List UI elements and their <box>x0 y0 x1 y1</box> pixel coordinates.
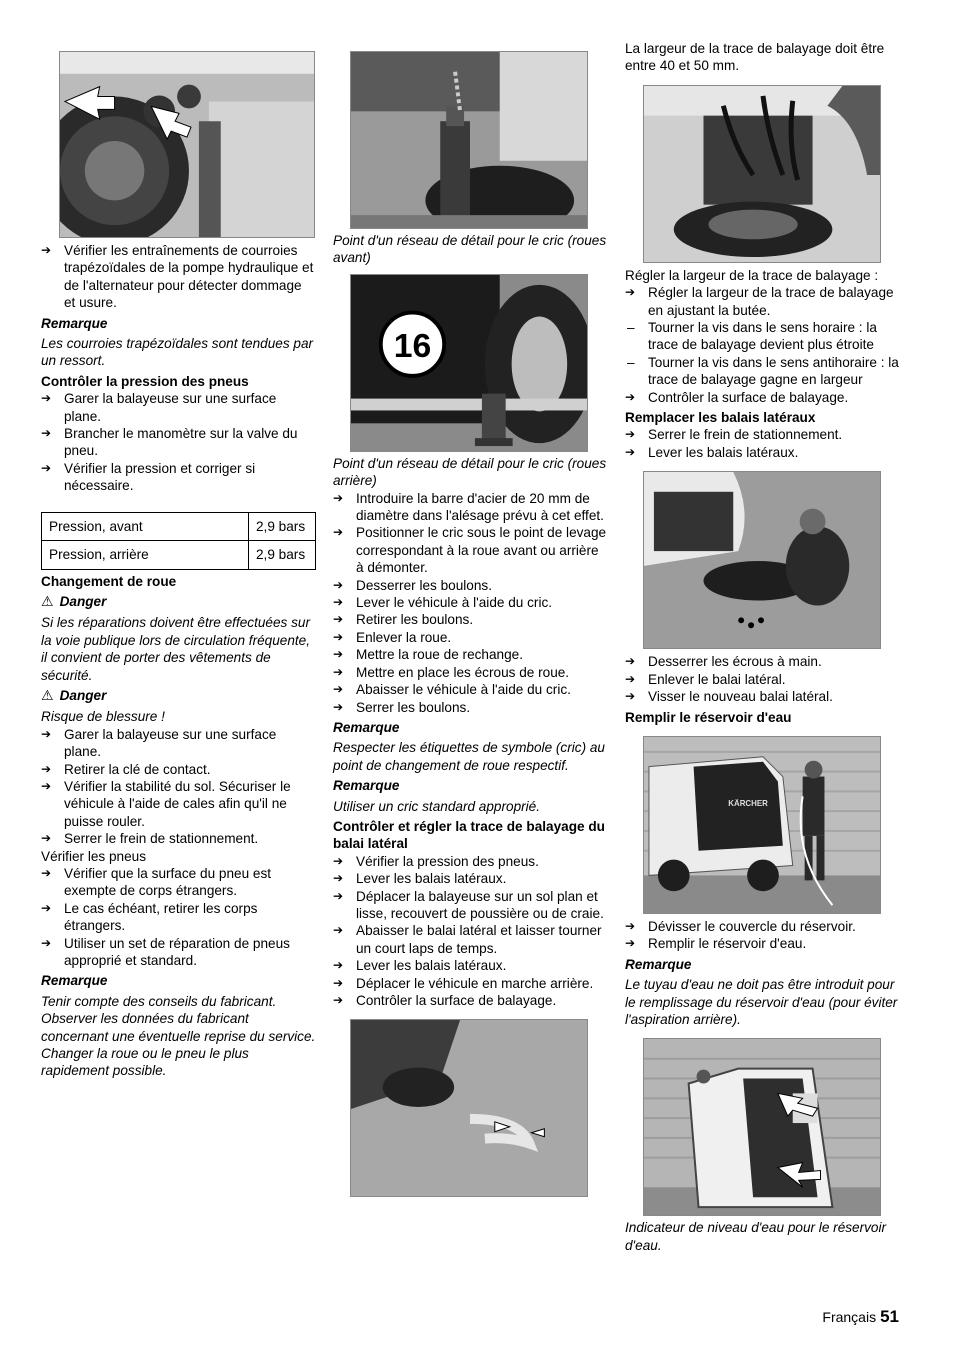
jack-rear-photo <box>350 274 588 452</box>
list-item: ➔ Enlever le balai latéral. <box>625 671 901 688</box>
belt-drive-photo <box>59 51 315 238</box>
remark-text: Utiliser un cric standard approprié. <box>333 798 541 814</box>
column-middle <box>333 40 609 1197</box>
remark-text: Respecter les étiquettes de symbole (cric) au point de changement de roue respectif. <box>333 740 605 773</box>
list-item: ➔ Lever le véhicule à l'aide du cric. <box>333 594 609 611</box>
list-item: ➔ Vérifier les entraînements de courroies trapézoïdales de la pompe hydraulique et de l'alternateur pour détecter dommage et usure. <box>41 242 316 312</box>
remark-heading: Remarque <box>333 719 400 735</box>
jack-front-photo <box>350 51 588 229</box>
danger-text: Risque de blessure ! <box>41 709 165 725</box>
photo-caption: Indicateur de niveau d'eau pour le réservoir d'eau. <box>625 1220 887 1253</box>
table-cell: Pression, avant <box>42 512 249 540</box>
list-item: ➔ Retirer la clé de contact. <box>41 761 316 778</box>
section-heading: Changement de roue <box>41 573 177 589</box>
table-cell: Pression, arrière <box>42 541 249 569</box>
list-item: ➔ Desserrer les boulons. <box>333 577 609 594</box>
list-item: ➔ Positionner le cric sous le point de levage correspondant à la roue avant ou arrière à démonter. <box>333 524 609 576</box>
column-left <box>41 40 316 1080</box>
list-item: ➔ Lever les balais latéraux. <box>333 957 609 974</box>
list-item: ➔ Le cas échéant, retirer les corps étrangers. <box>41 900 316 935</box>
danger-heading: ⚠ Danger <box>41 687 107 704</box>
list-item: ➔ Vérifier la pression des pneus. <box>333 853 609 870</box>
remark-heading: Remarque <box>41 315 108 331</box>
brand-text: KÄRCHER <box>728 799 768 809</box>
list-item: ➔ Serrer le frein de stationnement. <box>41 830 316 847</box>
list-item: ➔ Abaisser le balai latéral et laisser tourner un court laps de temps. <box>333 922 609 957</box>
water-level-photo <box>643 1038 881 1216</box>
list-item: ➔ Déplacer la balayeuse sur un sol plan et lisse, recouvert de poussière ou de craie. <box>333 888 609 923</box>
list-item: ➔ Régler la largeur de la trace de balayage en ajustant la butée. <box>625 284 901 319</box>
danger-heading: ⚠ Danger <box>41 593 107 610</box>
table-cell: 2,9 bars <box>249 541 316 569</box>
list-item: ➔ Garer la balayeuse sur une surface plane. <box>41 726 316 761</box>
remark-heading: Remarque <box>41 973 108 989</box>
brush-replace-photo <box>643 471 881 649</box>
column-right <box>625 40 901 1254</box>
list-item: ➔ Vérifier la stabilité du sol. Sécuriser le véhicule à l'aide de cales afin qu'il ne puisse rouler. <box>41 778 316 830</box>
table-cell: 2,9 bars <box>249 512 316 540</box>
page-footer <box>822 1308 899 1326</box>
dash-item: – Tourner la vis dans le sens horaire : la trace de balayage devient plus étroite <box>625 319 901 354</box>
photo-caption: Point d'un réseau de détail pour le cric (roues arrière) <box>333 455 607 489</box>
trace-adjust-photo <box>643 85 881 263</box>
list-item: ➔ Retirer les boulons. <box>333 611 609 628</box>
list-item: ➔ Mettre la roue de rechange. <box>333 646 609 663</box>
footer-language: Français <box>822 1309 877 1325</box>
list-item: ➔ Serrer les boulons. <box>333 699 609 716</box>
remark-heading: Remarque <box>625 956 692 972</box>
sweep-trace-photo <box>350 1019 588 1197</box>
remark-text: Tenir compte des conseils du fabricant. Observer les données du fabricant concernant une éventuelle reprise du service. Changer la roue ou le pneu le plus rapidement possible. <box>41 993 316 1079</box>
intro-text: La largeur de la trace de balayage doit être entre 40 et 50 mm. <box>625 41 885 74</box>
page-number: 51 <box>880 1307 899 1326</box>
warning-icon: ⚠ <box>41 687 54 704</box>
remark-text: Les courroies trapézoïdales sont tendues par un ressort. <box>41 336 314 369</box>
list-item: ➔ Déplacer le véhicule en marche arrière. <box>333 975 609 992</box>
section-heading: Remplacer les balais latéraux <box>625 410 816 426</box>
list-item: ➔ Vérifier que la surface du pneu est exempte de corps étrangers. <box>41 865 316 900</box>
photo-caption: Point d'un réseau de détail pour le cric (roues avant) <box>333 233 607 266</box>
section-heading: Contrôler la pression des pneus <box>41 373 249 389</box>
dash-item: – Tourner la vis dans le sens antihoraire : la trace de balayage gagne en largeur <box>625 354 901 389</box>
list-item: ➔ Mettre en place les écrous de roue. <box>333 664 609 681</box>
list-item: ➔ Serrer le frein de stationnement. <box>625 426 901 443</box>
list-item: ➔ Abaisser le véhicule à l'aide du cric. <box>333 681 609 698</box>
list-item: ➔ Contrôler la surface de balayage. <box>333 992 609 1009</box>
list-item: ➔ Garer la balayeuse sur une surface plane. <box>41 390 316 425</box>
sub-label: Régler la largeur de la trace de balayage : <box>625 267 879 283</box>
sign-number: 16 <box>393 327 432 365</box>
list-item: ➔ Dévisser le couvercle du réservoir. <box>625 918 901 935</box>
danger-text: Si les réparations doivent être effectuées sur la voie publique lors de circulation fréquente, il convient de porter des vêtements de sécurité. <box>41 615 311 683</box>
list-item: ➔ Vérifier la pression et corriger si nécessaire. <box>41 460 316 495</box>
sub-label: Vérifier les pneus <box>41 848 147 864</box>
list-item: ➔ Brancher le manomètre sur la valve du pneu. <box>41 425 316 460</box>
section-heading: Remplir le réservoir d'eau <box>625 709 792 725</box>
list-item: ➔ Enlever la roue. <box>333 629 609 646</box>
table-row <box>42 512 316 540</box>
list-item: ➔ Visser le nouveau balai latéral. <box>625 688 901 705</box>
warning-icon: ⚠ <box>41 593 54 610</box>
list-item: ➔ Remplir le réservoir d'eau. <box>625 935 901 952</box>
remark-text: Le tuyau d'eau ne doit pas être introduit pour le remplissage du réservoir d'eau (pour éviter l'aspiration arrière). <box>625 977 898 1027</box>
remark-heading: Remarque <box>333 778 400 794</box>
pressure-table <box>41 512 316 570</box>
list-item: ➔ Introduire la barre d'acier de 20 mm de diamètre dans l'alésage prévu à cet effet. <box>333 490 609 525</box>
table-row <box>42 541 316 569</box>
list-item: ➔ Lever les balais latéraux. <box>625 444 901 461</box>
section-heading: Contrôler et régler la trace de balayage du balai latéral <box>333 818 605 852</box>
list-item: ➔ Utiliser un set de réparation de pneus approprié et standard. <box>41 935 316 970</box>
list-item: ➔ Desserrer les écrous à main. <box>625 653 901 670</box>
list-item: ➔ Contrôler la surface de balayage. <box>625 389 901 406</box>
water-fill-photo <box>643 736 881 914</box>
list-item: ➔ Lever les balais latéraux. <box>333 870 609 887</box>
